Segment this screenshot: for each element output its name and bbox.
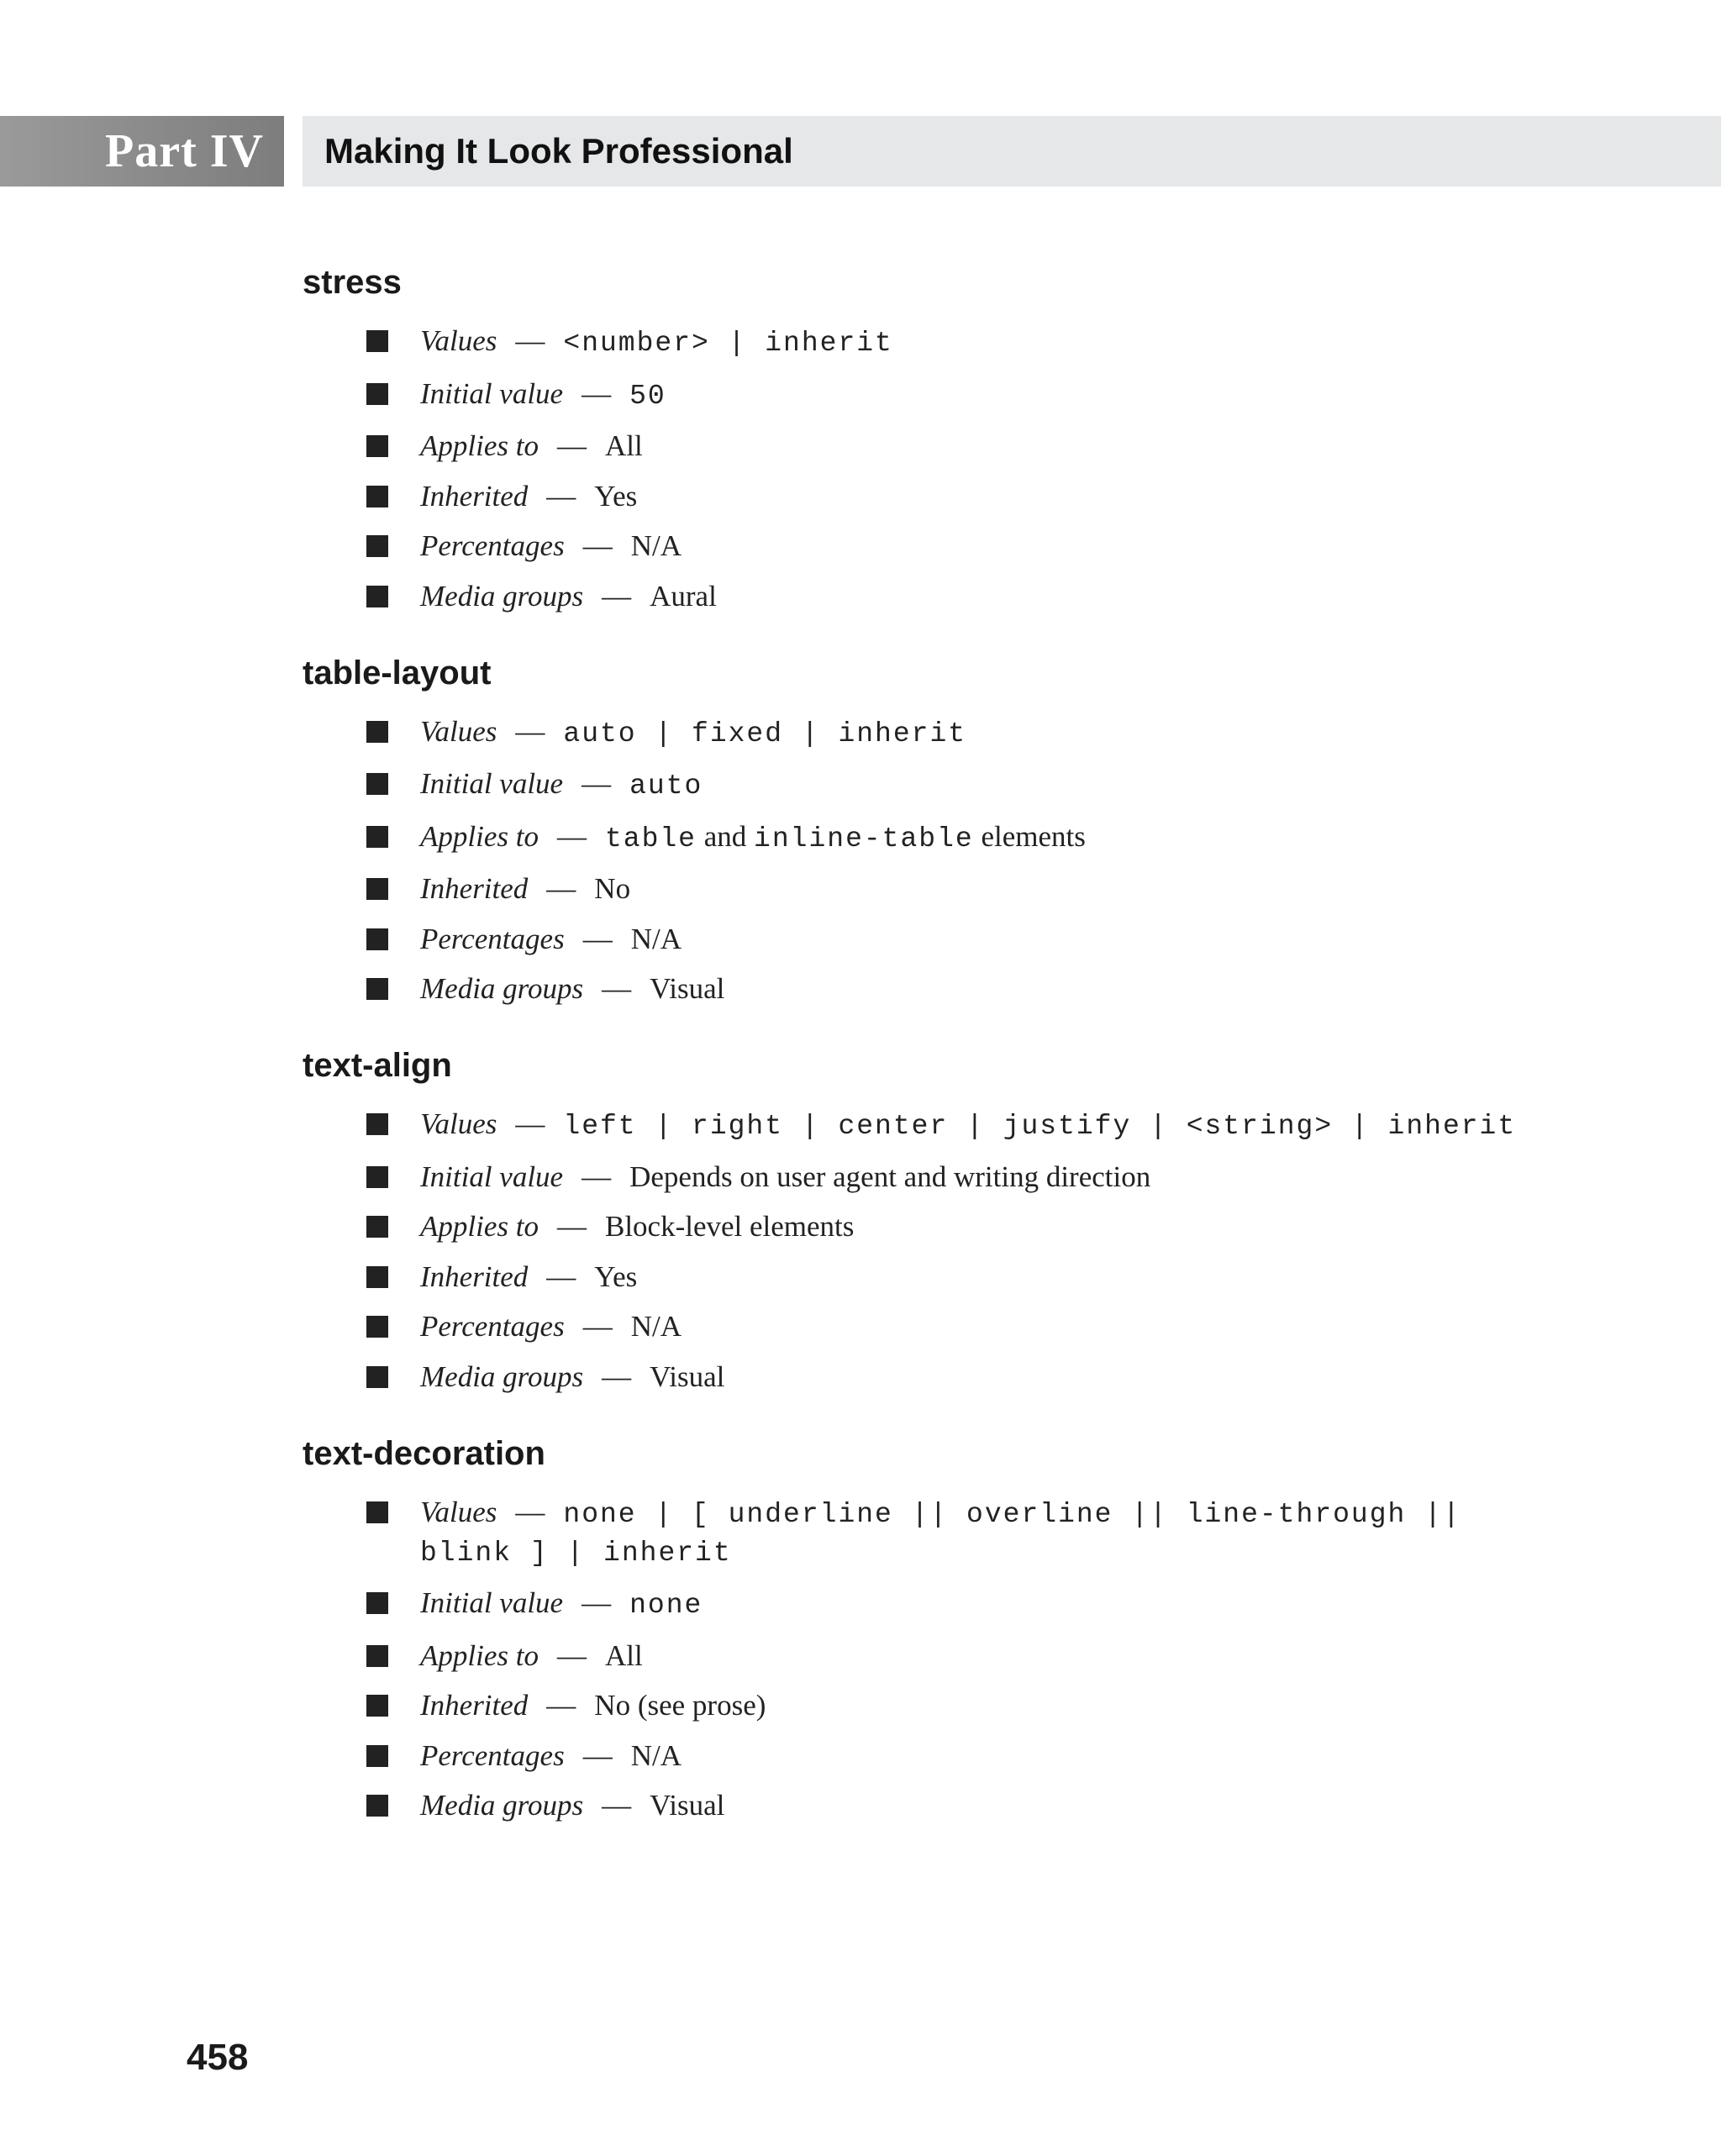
property-list xyxy=(303,1494,1563,1824)
property-list xyxy=(303,323,1563,614)
property-label: Percentages xyxy=(420,1738,565,1772)
square-bullet-icon xyxy=(366,1695,388,1717)
em-dash-separator: — xyxy=(582,1738,613,1772)
em-dash-separator: — xyxy=(546,479,576,513)
property-label: Inherited xyxy=(420,1689,529,1722)
square-bullet-icon xyxy=(366,1795,388,1817)
em-dash-separator: — xyxy=(546,872,576,905)
property-value: N/A xyxy=(630,529,682,562)
em-dash-separator: — xyxy=(556,1638,587,1672)
square-bullet-icon xyxy=(366,486,388,507)
property-label: Applies to xyxy=(420,1638,539,1672)
em-dash-separator: — xyxy=(582,1310,613,1343)
property-label: Inherited xyxy=(420,872,529,905)
square-bullet-icon xyxy=(366,1366,388,1388)
list-item xyxy=(366,1494,1563,1571)
section-title-text-decoration: text-decoration xyxy=(303,1434,545,1472)
em-dash-separator: — xyxy=(515,714,545,748)
property-value: N/A xyxy=(630,1310,682,1343)
property-label: Media groups xyxy=(420,1789,584,1822)
list-item xyxy=(366,323,1563,361)
square-bullet-icon xyxy=(366,928,388,950)
property-value: Aural xyxy=(650,579,717,613)
property-value: No xyxy=(594,872,631,905)
square-bullet-icon xyxy=(366,773,388,795)
square-bullet-icon xyxy=(366,1166,388,1188)
em-dash-separator: — xyxy=(515,324,545,357)
square-bullet-icon xyxy=(366,330,388,352)
em-dash-separator: — xyxy=(556,429,587,462)
list-item xyxy=(366,578,1563,614)
em-dash-separator: — xyxy=(582,767,612,800)
property-list xyxy=(303,1106,1563,1395)
square-bullet-icon xyxy=(366,1316,388,1338)
list-item xyxy=(366,1787,1563,1823)
property-value: N/A xyxy=(630,1738,682,1772)
square-bullet-icon xyxy=(366,878,388,900)
property-label: Initial value xyxy=(420,1160,564,1193)
code-value: auto | fixed | inherit xyxy=(563,718,967,749)
list-item xyxy=(366,1585,1563,1623)
list-item xyxy=(366,528,1563,564)
list-item xyxy=(366,970,1563,1007)
em-dash-separator: — xyxy=(582,529,613,562)
property-value: N/A xyxy=(630,922,682,955)
property-label: Initial value xyxy=(420,376,564,410)
property-label: Applies to xyxy=(420,819,539,853)
list-item xyxy=(366,1359,1563,1395)
em-dash-separator: — xyxy=(556,1210,587,1243)
list-item xyxy=(366,1638,1563,1674)
list-item xyxy=(366,1738,1563,1774)
list-item xyxy=(366,1259,1563,1295)
em-dash-separator: — xyxy=(582,376,612,410)
list-item xyxy=(366,1687,1563,1723)
square-bullet-icon xyxy=(366,1266,388,1288)
property-value: Block-level elements xyxy=(604,1210,855,1243)
square-bullet-icon xyxy=(366,721,388,743)
property-label: Values xyxy=(420,1495,497,1528)
list-item xyxy=(366,478,1563,514)
page-number: 458 xyxy=(187,2037,249,2078)
em-dash-separator: — xyxy=(546,1689,576,1722)
list-item xyxy=(366,765,1563,804)
em-dash-separator: — xyxy=(602,579,632,613)
property-value: All xyxy=(604,1638,643,1672)
property-label: Values xyxy=(420,714,497,748)
property-value: elements xyxy=(973,819,1086,853)
em-dash-separator: — xyxy=(582,1160,612,1193)
chapter-title: Making It Look Professional xyxy=(324,131,793,171)
square-bullet-icon xyxy=(366,535,388,557)
em-dash-separator: — xyxy=(582,922,613,955)
section-title-table-layout: table-layout xyxy=(303,654,492,691)
chapter-header-bar xyxy=(303,116,1721,187)
code-value: left | right | center | justify | <string> | inherit xyxy=(563,1111,1517,1142)
property-value: All xyxy=(604,429,643,462)
code-value: none | [ underline || overline || line-through || blink ] | inherit xyxy=(420,1498,1461,1569)
property-value: Visual xyxy=(650,1789,725,1822)
section-title-text-align: text-align xyxy=(303,1047,452,1084)
property-value: Yes xyxy=(594,1259,638,1293)
property-value: Yes xyxy=(594,479,638,513)
part-label: Part IV xyxy=(105,125,264,177)
property-list xyxy=(303,713,1563,1007)
list-item xyxy=(366,818,1563,857)
property-label: Media groups xyxy=(420,972,584,1005)
property-label: Media groups xyxy=(420,579,584,613)
list-item xyxy=(366,870,1563,907)
property-label: Media groups xyxy=(420,1359,584,1393)
property-value: Depends on user agent and writing direction xyxy=(629,1160,1151,1193)
em-dash-separator: — xyxy=(515,1107,545,1140)
property-label: Applies to xyxy=(420,1210,539,1243)
em-dash-separator: — xyxy=(602,1789,632,1822)
property-value: No (see prose) xyxy=(594,1689,766,1722)
square-bullet-icon xyxy=(366,586,388,607)
section-title-stress: stress xyxy=(303,264,402,301)
property-value: Visual xyxy=(650,1359,725,1393)
list-item xyxy=(366,713,1563,752)
property-label: Percentages xyxy=(420,922,565,955)
code-value: 50 xyxy=(629,380,666,412)
list-item xyxy=(366,1208,1563,1244)
square-bullet-icon xyxy=(366,383,388,405)
em-dash-separator: — xyxy=(515,1495,545,1528)
code-value: auto xyxy=(629,770,703,802)
square-bullet-icon xyxy=(366,1745,388,1767)
em-dash-separator: — xyxy=(556,819,587,853)
code-value: <number> | inherit xyxy=(563,328,893,359)
square-bullet-icon xyxy=(366,435,388,457)
property-label: Initial value xyxy=(420,1586,564,1619)
square-bullet-icon xyxy=(366,978,388,1000)
code-value: table xyxy=(604,823,697,855)
square-bullet-icon xyxy=(366,826,388,848)
list-item xyxy=(366,1159,1563,1195)
property-value: and xyxy=(697,819,755,853)
property-label: Percentages xyxy=(420,529,565,562)
list-item xyxy=(366,428,1563,464)
part-label-box xyxy=(0,116,284,187)
em-dash-separator: — xyxy=(602,972,632,1005)
square-bullet-icon xyxy=(366,1592,388,1614)
property-label: Percentages xyxy=(420,1310,565,1343)
property-label: Values xyxy=(420,1107,497,1140)
property-label: Inherited xyxy=(420,1259,529,1293)
property-reference-list xyxy=(303,252,1563,1852)
square-bullet-icon xyxy=(366,1216,388,1238)
property-value: Visual xyxy=(650,972,725,1005)
list-item xyxy=(366,1308,1563,1344)
square-bullet-icon xyxy=(366,1501,388,1523)
property-label: Applies to xyxy=(420,429,539,462)
square-bullet-icon xyxy=(366,1113,388,1135)
property-label: Initial value xyxy=(420,767,564,800)
square-bullet-icon xyxy=(366,1645,388,1667)
list-item xyxy=(366,921,1563,957)
property-label: Inherited xyxy=(420,479,529,513)
em-dash-separator: — xyxy=(602,1359,632,1393)
em-dash-separator: — xyxy=(582,1586,612,1619)
property-label: Values xyxy=(420,324,497,357)
em-dash-separator: — xyxy=(546,1259,576,1293)
code-value: none xyxy=(629,1590,703,1621)
list-item xyxy=(366,1106,1563,1144)
list-item xyxy=(366,376,1563,414)
code-value: inline-table xyxy=(754,823,974,855)
